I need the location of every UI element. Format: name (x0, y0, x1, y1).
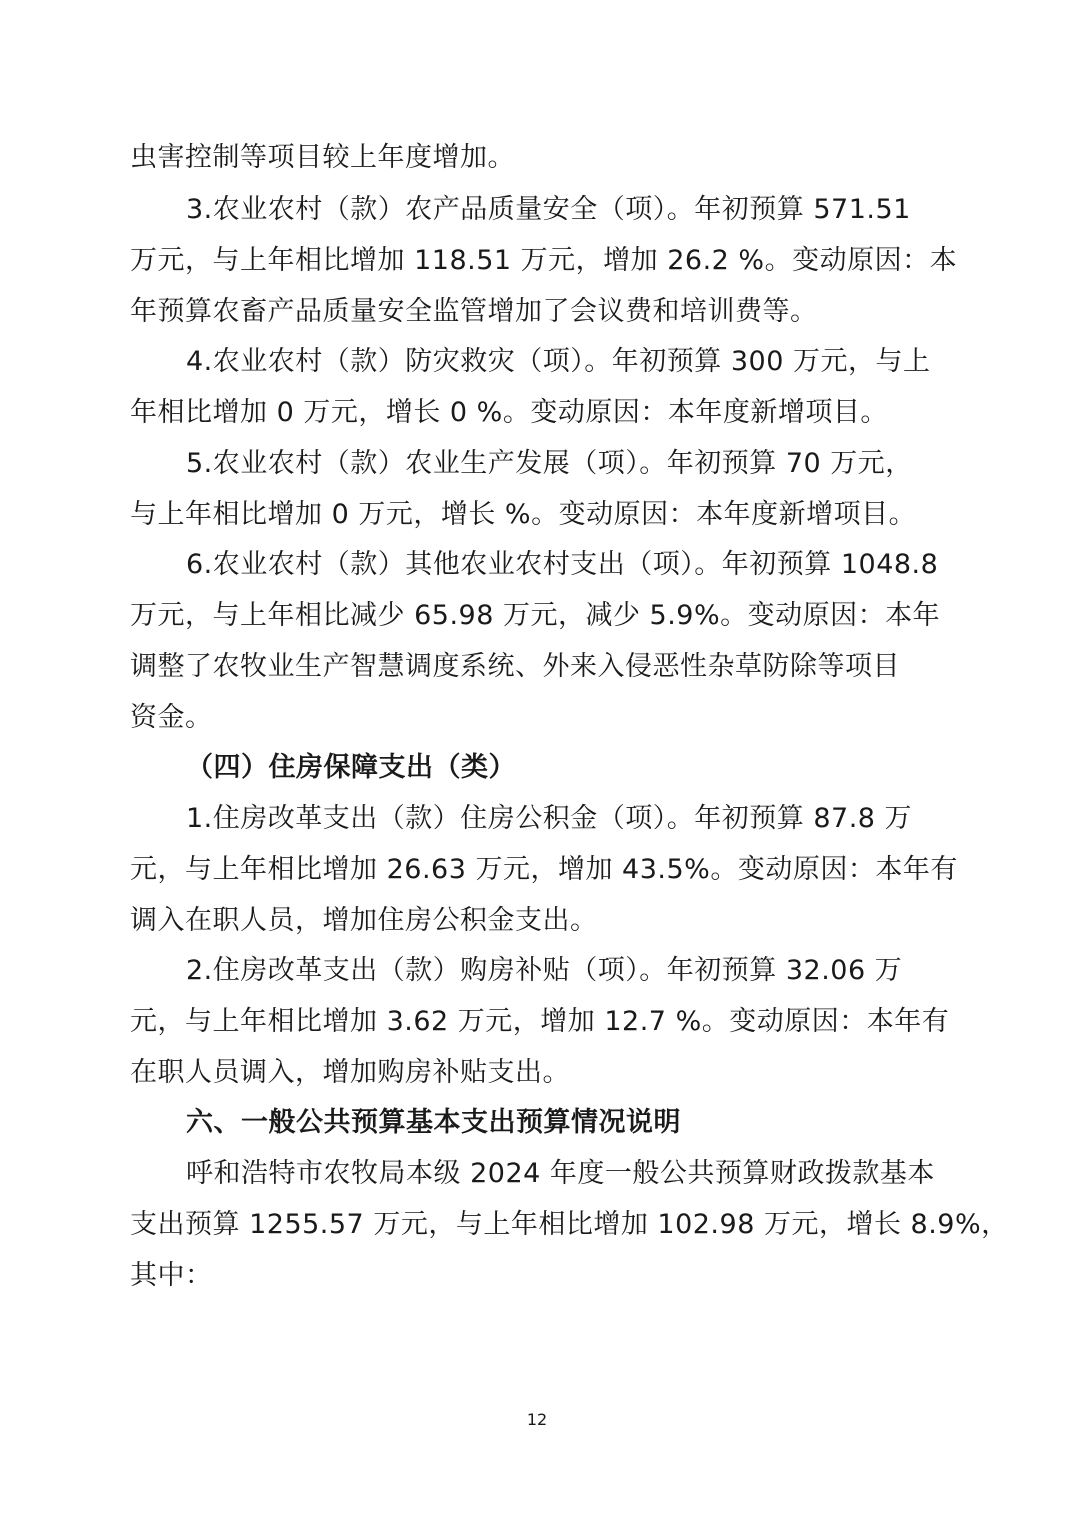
page-number: 12 (526, 1410, 548, 1429)
text-line: 资金。 (130, 702, 213, 733)
text-line: 2.住房改革支出（款）购房补贴（项）。年初预算 32.06 万 (186, 955, 903, 986)
text-line: 调入在职人员，增加住房公积金支出。 (130, 905, 598, 936)
text-line: 与上年相比增加 0 万元，增长 %。变动原因：本年度新增项目。 (130, 499, 917, 530)
text-line: 呼和浩特市农牧局本级 2024 年度一般公共预算财政拨款基本 (186, 1158, 935, 1189)
text-line: 5.农业农村（款）农业生产发展（项）。年初预算 70 万元， (186, 448, 913, 479)
text-line: 4.农业农村（款）防灾救灾（项）。年初预算 300 万元，与上 (186, 346, 931, 377)
section-heading: 六、一般公共预算基本支出预算情况说明 (186, 1107, 681, 1138)
text-line: 1.住房改革支出（款）住房公积金（项）。年初预算 87.8 万 (186, 803, 913, 834)
text-line: 万元，与上年相比减少 65.98 万元，减少 5.9%。变动原因：本年 (130, 600, 941, 631)
text-line: 万元，与上年相比增加 118.51 万元，增加 26.2 %。变动原因：本 (130, 245, 958, 276)
text-line: 3.农业农村（款）农产品质量安全（项）。年初预算 571.51 (186, 194, 911, 225)
text-line: 年相比增加 0 万元，增长 0 %。变动原因：本年度新增项目。 (130, 397, 888, 428)
text-line: 其中： (130, 1260, 213, 1291)
text-line: 调整了农牧业生产智慧调度系统、外来入侵恶性杂草防除等项目 (130, 651, 900, 682)
text-line: 虫害控制等项目较上年度增加。 (130, 142, 515, 173)
section-heading: （四）住房保障支出（类） (186, 752, 516, 783)
text-line: 元，与上年相比增加 26.63 万元，增加 43.5%。变动原因：本年有 (130, 854, 958, 885)
text-line: 元，与上年相比增加 3.62 万元，增加 12.7 %。变动原因：本年有 (130, 1006, 950, 1037)
text-line: 支出预算 1255.57 万元，与上年相比增加 102.98 万元，增长 8.9%， (130, 1209, 1009, 1240)
text-line: 在职人员调入，增加购房补贴支出。 (130, 1057, 570, 1088)
text-line: 年预算农畜产品质量安全监管增加了会议费和培训费等。 (130, 296, 818, 327)
text-line: 6.农业农村（款）其他农业农村支出（项）。年初预算 1048.8 (186, 549, 939, 580)
